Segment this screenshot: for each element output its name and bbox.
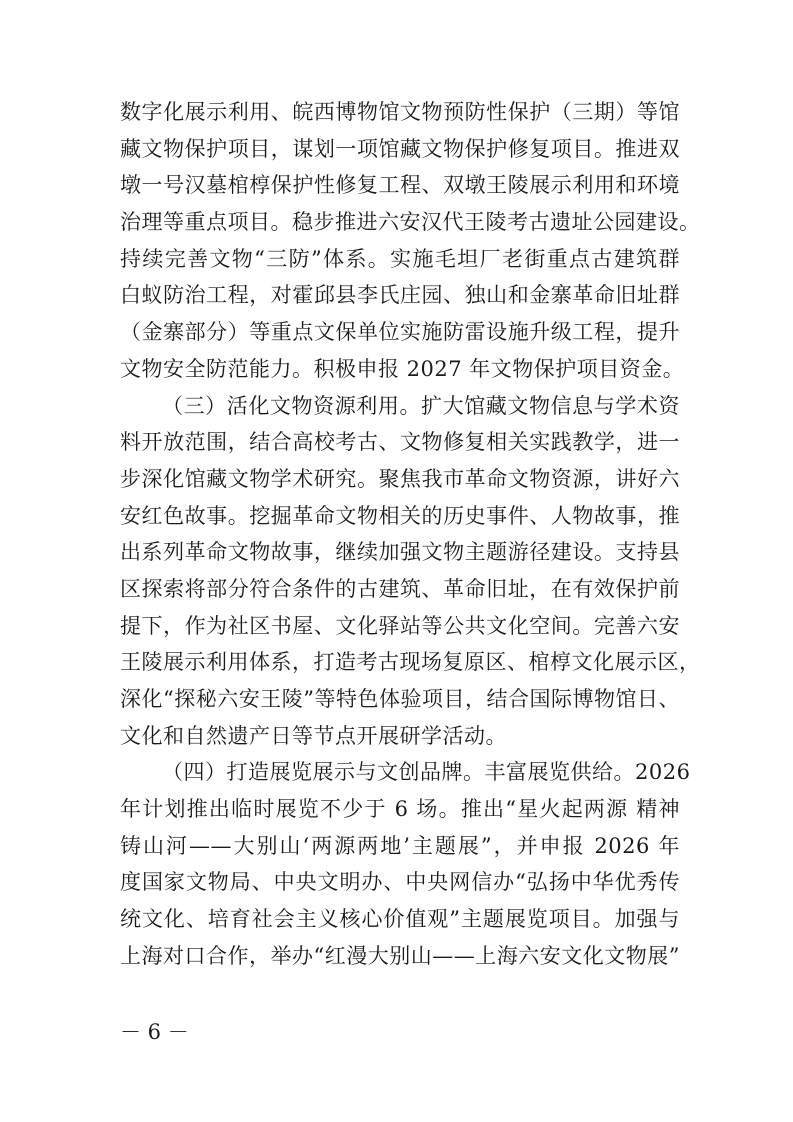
text-line: 持续完善文物“三防”体系。实施毛坦厂老街重点古建筑群 [120,246,680,271]
document-body [120,94,701,975]
text-line: 料开放范围，结合高校考古、文物修复相关实践教学，进一 [120,430,680,455]
text-line: 步深化馆藏文物学术研究。聚焦我市革命文物资源，讲好六 [120,466,680,491]
text-line: 白蚁防治工程，对霍邱县李氏庄园、独山和金寨革命旧址群 [120,283,680,308]
text-line: 墩一号汉墓棺椁保护性修复工程、双墩王陵展示利用和环境 [120,173,680,198]
text-line: 文化和自然遗产日等节点开展研学活动。 [120,723,507,748]
text-line: 安红色故事。挖掘革命文物相关的历史事件、人物故事，推 [120,503,680,528]
text-line: 年计划推出临时展览不少于 6 场。推出“星火起两源 精神 [120,797,680,822]
text-line: 上海对口合作，举办“红漫大别山——上海六安文化文物展” [120,943,680,968]
text-line: 出系列革命文物故事，继续加强文物主题游径建设。支持县 [120,540,680,565]
text-line: 文物安全防范能力。积极申报 2027 年文物保护项目资金。 [120,356,685,381]
text-line: 度国家文物局、中央文明办、中央网信办“弘扬中华优秀传 [120,870,680,895]
text-line: 铸山河——大别山‘两源两地’主题展”，并申报 2026 年 [120,833,680,858]
text-line: 区探索将部分符合条件的古建筑、革命旧址，在有效保护前 [120,576,680,601]
text-line: 治理等重点项目。稳步推进六安汉代王陵考古遗址公园建设。 [120,210,701,235]
page-number: － 6 － [120,1020,189,1044]
text-line: 数字化展示利用、皖西博物馆文物预防性保护（三期）等馆 [120,100,680,124]
section-heading-line: （三）活化文物资源利用。扩大馆藏文物信息与学术资 [162,393,680,418]
text-line: 藏文物保护项目，谋划一项馆藏文物保护修复项目。推进双 [120,136,680,161]
text-line: 统文化、培育社会主义核心价值观”主题展览项目。加强与 [120,907,680,932]
text-line: 王陵展示利用体系，打造考古现场复原区、棺椁文化展示区， [120,650,701,675]
section-heading-line: （四）打造展览展示与文创品牌。丰富展览供给。2026 [162,760,691,785]
text-line: 深化“探秘六安王陵”等特色体验项目，结合国际博物馆日、 [120,687,680,711]
text-line: 提下，作为社区书屋、文化驿站等公共文化空间。完善六安 [120,613,680,638]
text-line: （金寨部分）等重点文保单位实施防雷设施升级工程，提升 [120,320,680,345]
